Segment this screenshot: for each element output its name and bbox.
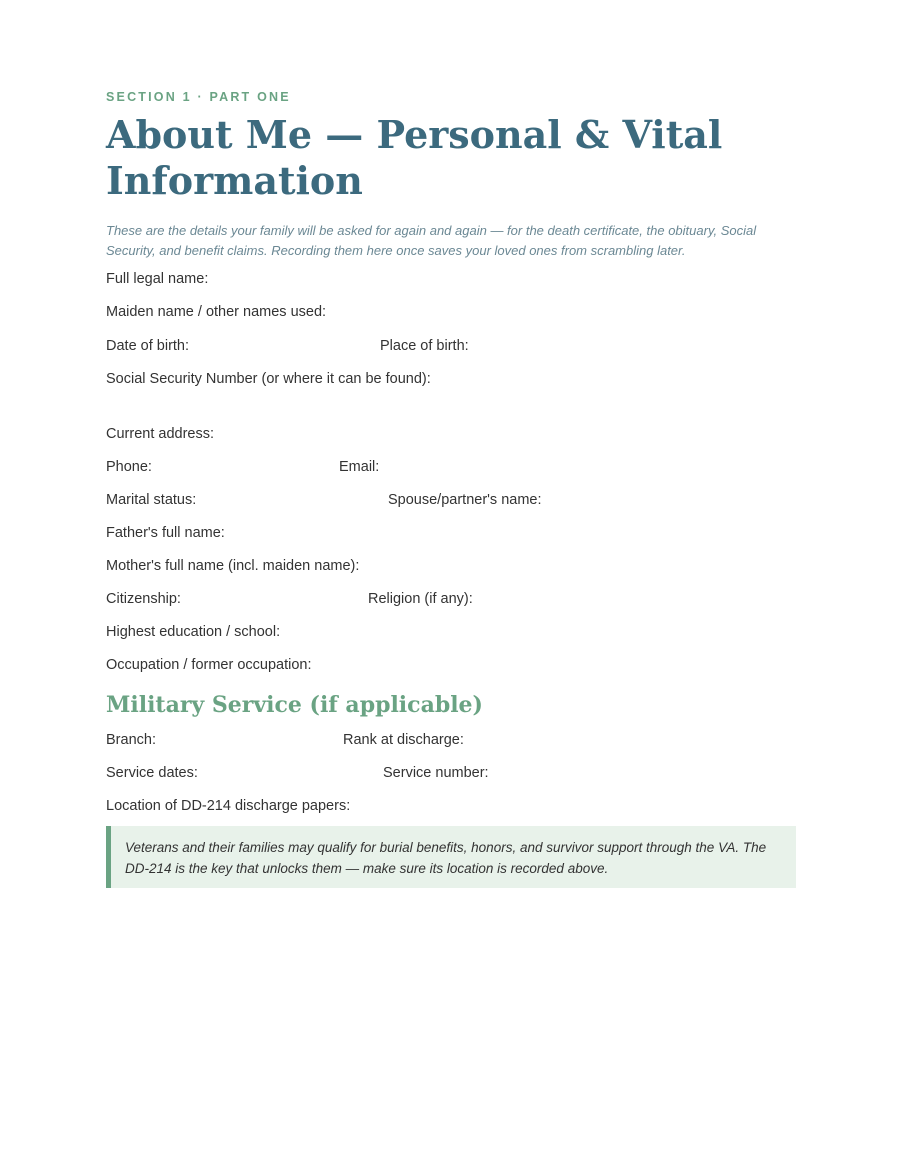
- dd214-location-field: Location of DD-214 discharge papers:: [106, 798, 351, 814]
- full-legal-name-field: Full legal name:: [106, 271, 209, 287]
- section-eyebrow: SECTION 1 · PART ONE: [106, 90, 291, 104]
- father-name-field: Father's full name:: [106, 525, 225, 541]
- citizenship-field: Citizenship:: [106, 591, 181, 607]
- va-benefits-callout: [106, 826, 796, 888]
- callout-text: Veterans and their families may qualify for burial benefits, honors, and survivor support through the VA. The DD-214 is the key that unlocks them — make sure its location is recorded above.: [125, 840, 767, 876]
- current-address-field: Current address:: [106, 426, 214, 442]
- religion-field: Religion (if any):: [368, 591, 473, 607]
- marital-status-field: Marital status:: [106, 492, 197, 508]
- page-title: About Me — Personal & Vital Information: [106, 112, 723, 203]
- place-of-birth-field: Place of birth:: [380, 338, 469, 354]
- email-field: Email:: [339, 459, 380, 475]
- branch-field: Branch:: [106, 732, 156, 748]
- spouse-name-field: Spouse/partner's name:: [388, 492, 542, 508]
- occupation-field: Occupation / former occupation:: [106, 657, 312, 673]
- phone-field: Phone:: [106, 459, 152, 475]
- date-of-birth-field: Date of birth:: [106, 338, 190, 354]
- military-section-heading: Military Service (if applicable): [106, 692, 483, 718]
- ssn-field: Social Security Number (or where it can be found):: [106, 371, 431, 387]
- mother-name-field: Mother's full name (incl. maiden name):: [106, 558, 360, 574]
- maiden-name-field: Maiden name / other names used:: [106, 304, 327, 320]
- rank-field: Rank at discharge:: [343, 732, 464, 748]
- service-dates-field: Service dates:: [106, 765, 198, 781]
- service-number-field: Service number:: [383, 765, 489, 781]
- education-field: Highest education / school:: [106, 624, 281, 640]
- intro-text: These are the details your family will be asked for again and again — for the death certificate, the obituary, Social Security, and benefit claims. Recording them here once saves your loved ones from scrambling later.: [106, 223, 757, 258]
